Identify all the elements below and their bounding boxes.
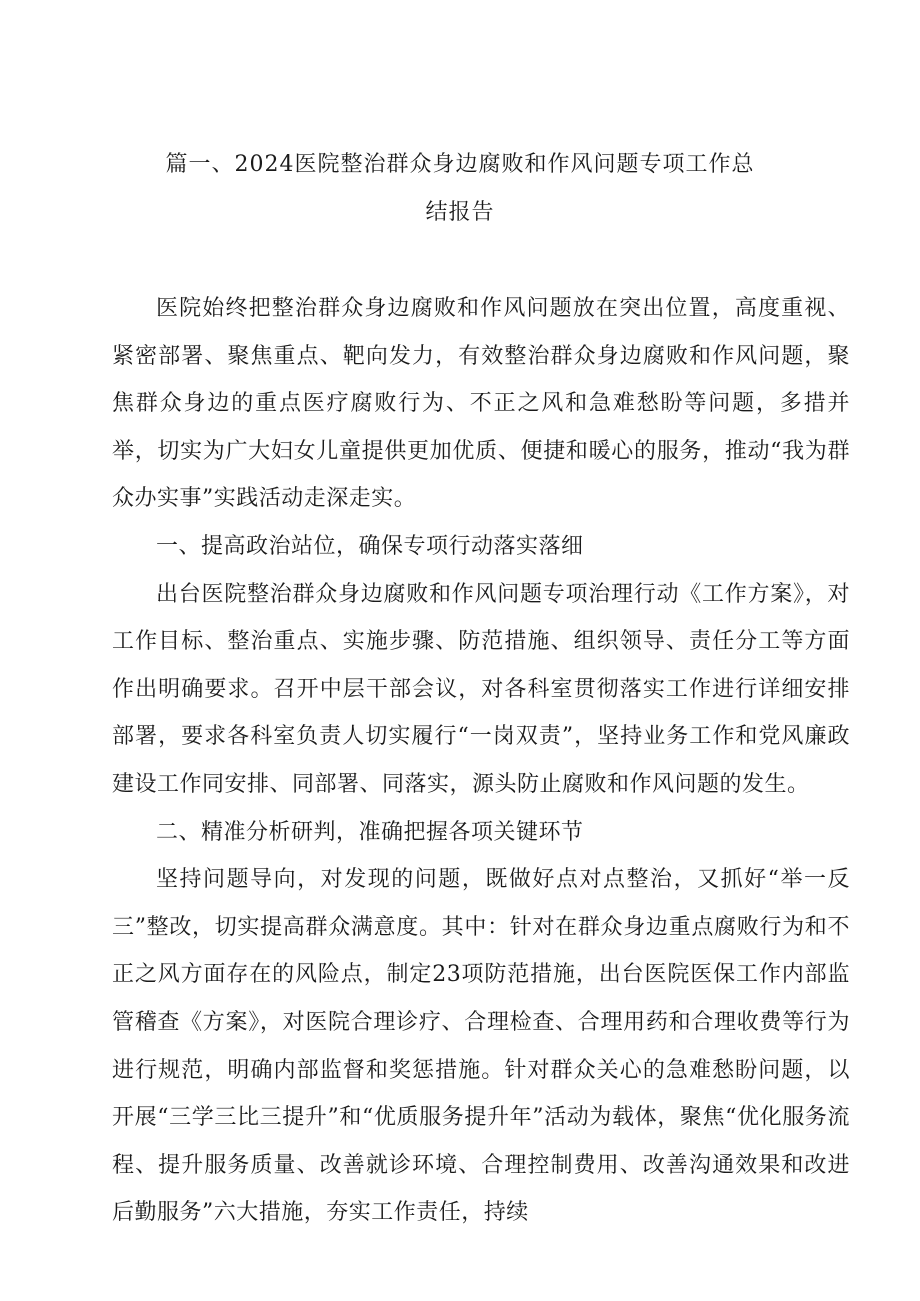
document-body — [112, 285, 850, 1237]
document-title-line-1: 篇一、2024医院整治群众身边腐败和作风问题专项工作总 — [165, 152, 755, 177]
paragraph-section-1: 出台医院整治群众身边腐败和作风问题专项治理行动《工作方案》，对工作目标、整治重点、实施步骤、防范措施、组织领导、责任分工等方面作出明确要求。召开中层干部会议，对各科室贯彻落实工作进行详细安排部署，要求各科室负责人切实履行“一岗双责”，坚持业务工作和党风廉政建设工作同安排、同部署、同落实，源头防止腐败和作风问题的发生。 — [112, 581, 850, 797]
section-heading-1: 一、提高政治站位，确保专项行动落实落细 — [156, 533, 584, 559]
paragraph-section-2: 坚持问题导向，对发现的问题，既做好点对点整治，又抓好“举一反三”整改，切实提高群众满意度。其中：针对在群众身边重点腐败行为和不正之风方面存在的风险点，制定23项防范措施，出台医院医保工作内部监管稽查《方案》，对医院合理诊疗、合理检查、合理用药和合理收费等行为进行规范，明确内部监督和奖惩措施。针对群众关心的急难愁盼问题，以开展“三学三比三提升”和“优质服务提升年”活动为载体，聚焦“优化服务流程、提升服务质量、改善就诊环境、合理控制费用、改善沟通效果和改进后勤服务”六大措施，夯实工作责任，持续 — [112, 867, 850, 1226]
section-heading-2: 二、精准分析研判，准确把握各项关键环节 — [156, 819, 584, 845]
document-title-line-2: 结报告 — [425, 200, 495, 225]
paragraph-intro: 医院始终把整治群众身边腐败和作风问题放在突出位置，高度重视、紧密部署、聚焦重点、靶向发力，有效整治群众身边腐败和作风问题，聚焦群众身边的重点医疗腐败行为、不正之风和急难愁盼等问题，多措并举，切实为广大妇女儿童提供更加优质、便捷和暖心的服务，推动“我为群众办实事”实践活动走深走实。 — [112, 296, 850, 512]
